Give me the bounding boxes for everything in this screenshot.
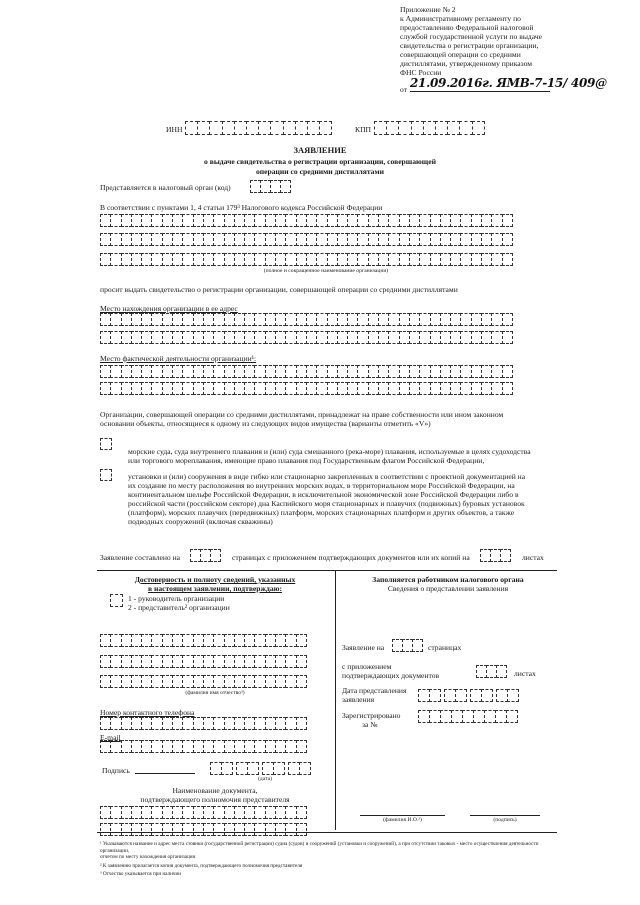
email-cells[interactable] [100,740,307,753]
char-cell[interactable] [507,689,519,702]
footnote-1-cont: отчетом по месту нахождения организации [100,854,196,860]
org-name-row-3[interactable] [100,253,513,266]
option-installations-line: континентальном шельфе Российской Федерации, в исключительной экономической зоне Российской Федерации либо в [128,490,519,499]
left-heading-2: в настоящем заявлении, подтверждаю: [148,584,282,593]
form-subtitle-1: о выдаче свидетельства о регистрации организации, совершающей [204,157,436,166]
footnote-2: ² К заявлению прилагается копия документа, подтверждающего полномочия представителя [100,862,303,869]
option-installations-text [128,472,558,526]
left-heading-1: Достоверность и полноту сведений, указанных [134,575,296,584]
pages-statement-part1: Заявление составлено на [100,553,181,562]
ownership-line-2: основании объекты, относящиеся к одному из следующих видов имущества (варианты отметить «V») [100,419,431,428]
option-vessels-line: или торгового мореплавания, имеющие право плавания под Государственным флагом Российской Федерации, [128,456,485,465]
inn-cells[interactable] [185,121,332,135]
option-installations-checkbox[interactable] [100,469,112,481]
char-cell[interactable] [210,549,221,562]
location-row-2[interactable] [100,331,513,344]
option-installations-line: подводных сооружений (включая скважины) [128,517,273,526]
signature-label: Подпись [102,766,130,775]
with-attach-label-1: с приложением [342,662,392,671]
appendix-line: дистиллятами, утвержденному приказом [400,59,533,68]
char-cell[interactable] [502,253,513,266]
option-installations-line: их создание по месту расположения во внутренних морских водах, в территориальном море Российской Федерации, на [128,481,515,490]
appendix-line: службой государственной услуги по выдаче [400,32,543,41]
phone-cells[interactable] [100,717,307,730]
signature-line[interactable] [135,773,195,774]
actual-activity-label: Место фактической деятельности организации¹: [100,354,257,363]
option-vessels-line: морские суда, суда внутреннего плавания и (или) суда смешанного (река-море) плавания, используемые в целях судоходства [128,447,531,456]
char-cell[interactable] [506,710,518,723]
sheets-count-cells[interactable] [480,549,511,562]
org-name-caption: (полное и сокращенное наименование организации) [263,268,389,274]
location-label: Место нахождения организации в ее адрес [100,304,238,313]
appendix-line: Приложение № 2 [400,5,456,14]
footnote-3: ³ Отчество указывается при наличии [100,871,182,877]
phone-label: Номер контактного телефона [100,708,195,717]
char-cell[interactable] [502,214,513,227]
registered-label-1: Зарегистрировано [342,711,401,720]
officer-name-line[interactable] [360,815,445,816]
char-cell[interactable] [273,762,285,775]
registered-label-2: за № [362,720,378,729]
pages-count-cells[interactable] [190,549,221,562]
order-date-label: от [400,85,408,94]
sheets-label: листах [514,669,536,678]
char-cell[interactable] [502,382,513,395]
appendix-line: к Административному регламенту по [400,14,521,23]
char-cell[interactable] [496,665,507,678]
inn-label: ИНН [166,125,183,134]
appendix-line: свидетельства о регистрации организации, [400,41,539,50]
activity-row-2[interactable] [100,382,513,395]
char-cell[interactable] [296,675,307,688]
char-cell[interactable] [502,331,513,344]
org-name-row-1[interactable] [100,214,513,227]
char-cell[interactable] [500,549,511,562]
char-cell[interactable] [296,823,307,836]
char-cell[interactable] [429,689,441,702]
char-cell[interactable] [280,180,291,193]
char-cell[interactable] [472,121,485,135]
signature-date-cells[interactable] [210,762,311,775]
form-title: ЗАЯВЛЕНИЕ [293,145,347,155]
activity-row-1[interactable] [100,365,513,378]
appendix-line: совершающей операции со средними [400,50,521,59]
char-cell[interactable] [296,806,307,819]
option-vessels-checkbox[interactable] [100,438,112,450]
received-pages-cells[interactable] [392,639,423,652]
location-row-1[interactable] [100,313,513,326]
doc-row-1[interactable] [100,806,307,819]
pages-statement-part2: страницах с приложением подтверждающих документов или их копий на [232,553,470,562]
char-cell[interactable] [296,634,307,647]
char-cell[interactable] [502,233,513,246]
footnote-1: ¹ Указываются название и адрес места стоянки (государственной регистрации) судна (судов) и сооружений (установки и сооружений), а при отсутствии таковых - место осуществления деятельности организации, [100,841,539,854]
char-cell[interactable] [319,121,332,135]
char-cell[interactable] [296,740,307,753]
officer-signature-line[interactable] [470,815,540,816]
order-number-handwritten: 21.09.2016г. ЯМВ-7-15/ 409@ [410,76,607,90]
option-installations-line: (платформ), морских плавучих (передвижных) платформ, морских стационарных платформ и других объектов, а также [128,508,515,517]
char-cell[interactable] [296,655,307,668]
submission-date-label-1: Дата представления [342,686,407,695]
submission-date-cells[interactable] [418,689,519,702]
date-caption: (дата) [258,776,272,782]
tax-office-code-cells[interactable] [250,180,291,193]
with-attach-label-2: подтверждающих документов [342,671,440,680]
request-text: просит выдать свидетельство о регистрации организации, совершающей операции со средними дистиллятами [100,285,458,294]
char-cell[interactable] [412,639,423,652]
intro-text: В соответствии с пунктами 1, 4 статьи 179³ Налогового кодекса Российской Федерации [100,203,383,212]
fio-row-2[interactable] [100,655,307,668]
appendix-line: предоставлению Федеральной налоговой [400,23,534,32]
doc-label-1: Наименование документа, [172,786,258,795]
char-cell[interactable] [502,313,513,326]
fio-caption: (фамилия имя отчество³) [185,690,245,696]
fio-row-1[interactable] [100,634,307,647]
char-cell[interactable] [247,762,259,775]
kpp-cells[interactable] [374,121,485,135]
char-cell[interactable] [455,689,467,702]
right-heading-2: Сведения о представлении заявления [387,584,509,593]
form-subtitle-2: операции со средними дистиллятами [255,167,385,176]
appendix-line: ФНС России [400,68,442,77]
officer-sign-caption: (подпись) [493,817,517,823]
org-name-row-2[interactable] [100,233,513,246]
char-cell[interactable] [502,365,513,378]
char-cell[interactable] [221,762,233,775]
right-heading-1: Заполняется работником налогового органа [372,575,524,584]
submission-date-label-2: заявления [342,695,375,704]
char-cell[interactable] [481,689,493,702]
ownership-text [100,410,550,428]
option-installations-line: российской части (российском секторе) дна Каспийского моря стационарных и плавучих (подвижных) буровых установок [128,499,525,508]
char-cell[interactable] [296,717,307,730]
statement-on-label: Заявление на [342,643,385,652]
fio-row-3[interactable] [100,675,307,688]
appendix-block [400,5,630,77]
received-sheets-cells[interactable] [476,665,507,678]
doc-label-2: подтверждающего полномочия представителя [140,795,290,804]
kpp-label: КПП [355,125,372,134]
tax-office-label: Представляется в налоговый орган (код) [100,183,231,192]
signer-type-checkbox[interactable] [110,594,123,607]
registration-number-cells[interactable] [418,710,518,723]
char-cell[interactable] [299,762,311,775]
signer-option-2: 2 - представитель² организации [128,603,230,612]
option-installations-line: установки и (или) сооружения в виде гибко или стационарно закрепленных в соответствии с проектной документацией на [128,472,526,481]
doc-row-2[interactable] [100,823,307,836]
pages-label: страницах [428,643,462,652]
signer-option-1: 1 - руководитель организации [128,594,225,603]
officer-name-caption: (фамилия И.О.³) [383,817,422,823]
footnotes [100,841,555,878]
pages-statement-part3: листах [522,553,544,562]
option-vessels-text [128,447,558,465]
email-label: E-mail [100,733,121,742]
ownership-line-1: Организации, совершающей операции со средними дистиллятами, принадлежат на праве собственности или ином законном [100,410,504,419]
